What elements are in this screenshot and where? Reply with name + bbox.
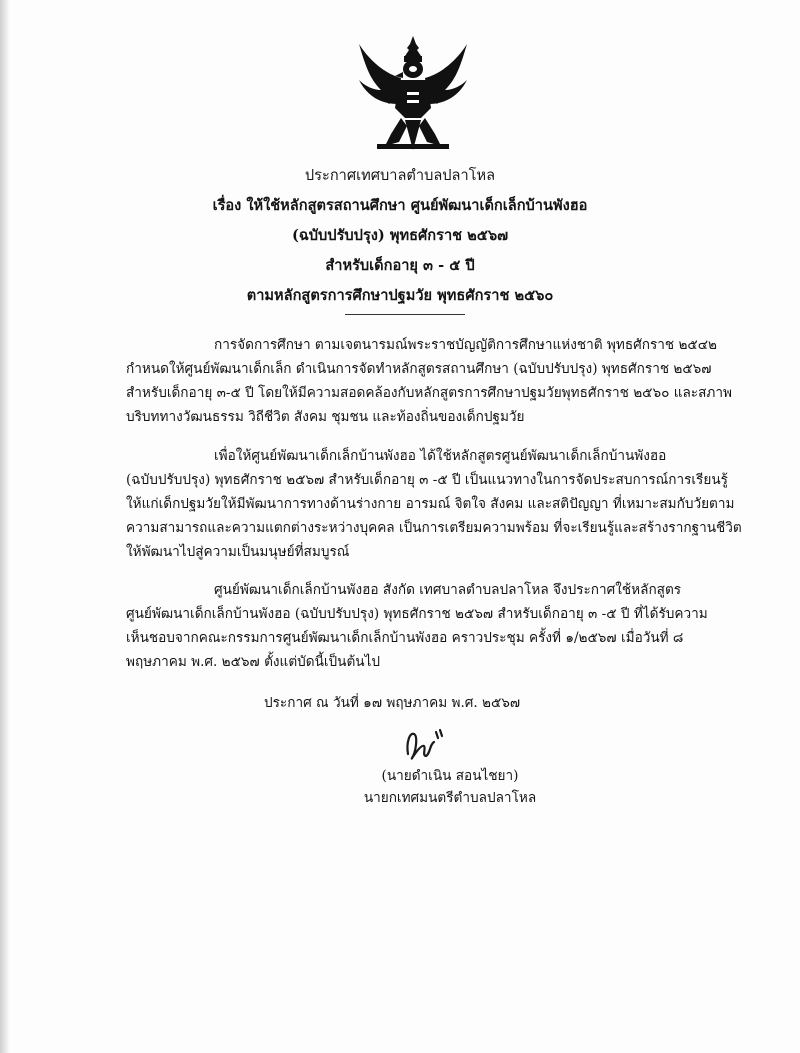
header-curriculum: ตามหลักสูตรการศึกษาปฐมวัย พุทธศักราช ๒๕๖๐: [246, 287, 554, 304]
header-divider: [345, 314, 465, 315]
p2-line-4: ความสามารถและความแตกต่างระหว่างบุคคล เป็นการเตรียมความพร้อม ที่จะเรียนรู้และสร้างรากฐานชีวิต: [126, 520, 742, 536]
signer-name: (นายดำเนิน สอนไชยา): [381, 768, 519, 784]
scan-edge-shadow: [0, 0, 10, 1053]
p3-line-1: ศูนย์พัฒนาเด็กเล็กบ้านพังฮอ สังกัด เทศบาลตำบลปลาโหล จึงประกาศใช้หลักสูตร: [214, 582, 682, 598]
garuda-emblem-icon: [355, 34, 471, 152]
header-age: สำหรับเด็กอายุ ๓ - ๕ ปี: [325, 257, 475, 274]
header-line-1: ประกาศเทศบาลตำบลปลาโหล: [304, 167, 496, 184]
p3-line-4: พฤษภาคม พ.ศ. ๒๕๖๗ ตั้งแต่บัดนี้เป็นต้นไป: [126, 654, 381, 670]
p3-line-2: ศูนย์พัฒนาเด็กเล็กบ้านพังฮอ (ฉบับปรับปรุง) พุทธศักราช ๒๕๖๗ สำหรับเด็กอายุ ๓ -๕ ปี ที่ได้รับความ: [126, 606, 708, 622]
p1-line-1: การจัดการศึกษา ตามเจตนารมณ์พระราชบัญญัติการศึกษาแห่งชาติ พุทธศักราช ๒๕๔๒: [214, 337, 717, 353]
p2-line-5: ให้พัฒนาไปสู่ความเป็นมนุษย์ที่สมบูรณ์: [126, 544, 350, 560]
p1-line-3: สำหรับเด็กอายุ ๓-๕ ปี โดยให้มีความสอดคล้องกับหลักสูตรการศึกษาปฐมวัยพุทธศักราช ๒๕๖๐ และสภาพ: [126, 385, 732, 401]
handwritten-signature: [400, 724, 460, 766]
header-edition: (ฉบับปรับปรุง) พุทธศักราช ๒๕๖๗: [291, 227, 509, 244]
p2-line-1: เพื่อให้ศูนย์พัฒนาเด็กเล็กบ้านพังฮอ ได้ใช้หลักสูตรศูนย์พัฒนาเด็กเล็กบ้านพังฮอ: [214, 448, 667, 464]
p2-line-3: ให้แก่เด็กปฐมวัยให้มีพัฒนาการทางด้านร่างกาย อารมณ์ จิตใจ สังคม และสติปัญญา ที่เหมาะสมกับวัยตาม: [126, 496, 735, 512]
announce-date: ประกาศ ณ วันที่ ๑๗ พฤษภาคม พ.ศ. ๒๕๖๗: [264, 695, 521, 711]
p3-line-3: เห็นชอบจากคณะกรรมการศูนย์พัฒนาเด็กเล็กบ้านพังฮอ คราวประชุม ครั้งที่ ๑/๒๕๖๗ เมื่อวันที่ ๘: [126, 630, 684, 646]
header-subject: เรื่อง ให้ใช้หลักสูตรสถานศึกษา ศูนย์พัฒนาเด็กเล็กบ้านพังฮอ: [212, 197, 588, 214]
p1-line-2: กำหนดให้ศูนย์พัฒนาเด็กเล็ก ดำเนินการจัดทำหลักสูตรสถานศึกษา (ฉบับปรับปรุง) พุทธศักราช ๒๕๖๗: [126, 361, 712, 377]
signer-title: นายกเทศมนตรีตำบลปลาโหล: [363, 790, 537, 806]
p2-line-2: (ฉบับปรับปรุง) พุทธศักราช ๒๕๖๗ สำหรับเด็กอายุ ๓ -๕ ปี เป็นแนวทางในการจัดประสบการณ์การเรียนรู้: [126, 472, 728, 488]
p1-line-4: บริบททางวัฒนธรรม วิถีชีวิต สังคม ชุมชน และท้องถิ่นของเด็กปฐมวัย: [126, 409, 525, 425]
